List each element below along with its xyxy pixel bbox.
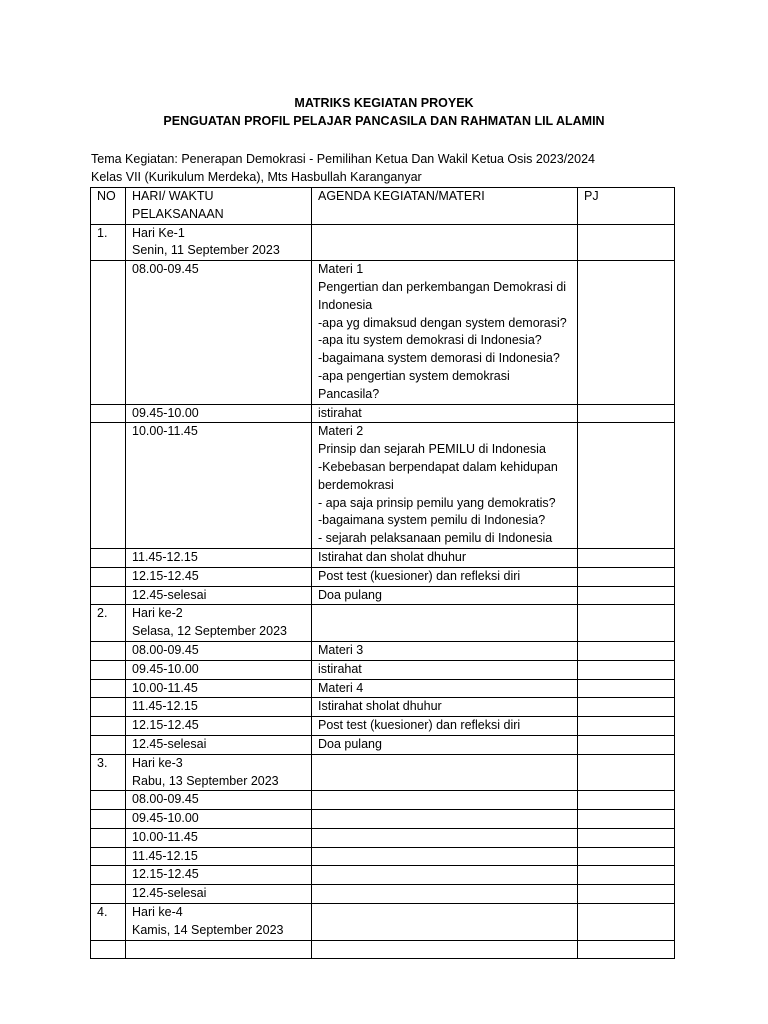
header-waktu: HARI/ WAKTU PELAKSANAAN — [126, 188, 312, 225]
cell-agenda-line: Materi 4 — [318, 680, 364, 695]
cell-agenda-line: istirahat — [318, 661, 362, 676]
cell-agenda-line: -apa yg dimaksud dengan system demorasi? — [318, 315, 567, 330]
cell-agenda-line: -apa itu system demokrasi di Indonesia? — [318, 333, 542, 348]
table-row — [91, 735, 675, 754]
cell-pj — [578, 567, 675, 586]
document-title: MATRIKS KEGIATAN PROYEK — [294, 96, 474, 110]
cell-no — [91, 791, 126, 810]
cell-pj — [578, 641, 675, 660]
table-row — [91, 791, 675, 810]
document-subtitle: PENGUATAN PROFIL PELAJAR PANCASILA DAN RAHMATAN LIL ALAMIN — [163, 114, 605, 128]
table-row — [91, 586, 675, 605]
cell-waktu-line: Hari ke-4 — [132, 905, 183, 920]
cell-agenda — [312, 586, 578, 605]
cell-waktu-line: 12.45-selesai — [132, 886, 207, 901]
cell-waktu-line: 10.00-11.45 — [132, 829, 198, 844]
cell-agenda-line: Doa pulang — [318, 587, 382, 602]
cell-agenda-line: istirahat — [318, 405, 362, 420]
cell-waktu-line: 08.00-09.45 — [132, 262, 199, 277]
cell-agenda — [312, 679, 578, 698]
cell-waktu-line: 11.45-12.15 — [132, 699, 198, 714]
table-row — [91, 224, 675, 261]
cell-agenda — [312, 641, 578, 660]
cell-no — [91, 940, 126, 958]
cell-no — [91, 679, 126, 698]
cell-pj — [578, 586, 675, 605]
cell-waktu — [126, 567, 312, 586]
table-row — [91, 717, 675, 736]
cell-waktu — [126, 847, 312, 866]
cell-waktu-line: 12.45-selesai — [132, 587, 207, 602]
cell-waktu — [126, 791, 312, 810]
cell-waktu-line: 11.45-12.15 — [132, 848, 198, 863]
table-row — [91, 940, 675, 958]
cell-waktu-line: Hari Ke-1 — [132, 225, 185, 240]
cell-agenda — [312, 261, 578, 404]
cell-pj — [578, 940, 675, 958]
cell-agenda — [312, 735, 578, 754]
cell-waktu-line: 12.15-12.45 — [132, 867, 199, 882]
cell-waktu-line: 09.45-10.00 — [132, 405, 199, 420]
cell-waktu — [126, 261, 312, 404]
cell-waktu-line: 08.00-09.45 — [132, 792, 199, 807]
cell-agenda — [312, 754, 578, 791]
table-row — [91, 423, 675, 549]
cell-no — [91, 866, 126, 885]
table-row — [91, 605, 675, 642]
cell-agenda — [312, 904, 578, 941]
cell-agenda-line: Doa pulang — [318, 736, 382, 751]
cell-pj — [578, 224, 675, 261]
table-body — [91, 224, 675, 958]
cell-agenda-line: Prinsip dan sejarah PEMILU di Indonesia — [318, 442, 546, 457]
cell-waktu — [126, 866, 312, 885]
cell-pj — [578, 404, 675, 423]
cell-agenda-line: Materi 2 — [318, 424, 364, 439]
cell-pj — [578, 810, 675, 829]
cell-agenda — [312, 548, 578, 567]
cell-agenda — [312, 866, 578, 885]
cell-no — [91, 586, 126, 605]
cell-waktu — [126, 810, 312, 829]
cell-no — [91, 404, 126, 423]
table-row — [91, 641, 675, 660]
cell-agenda-line: Istirahat sholat dhuhur — [318, 699, 442, 714]
table-row — [91, 679, 675, 698]
cell-agenda — [312, 791, 578, 810]
table-header-row — [91, 188, 675, 225]
cell-waktu-line: Hari ke-3 — [132, 755, 183, 770]
cell-waktu-line: 12.15-12.45 — [132, 718, 199, 733]
cell-no — [91, 847, 126, 866]
cell-agenda-line: Indonesia — [318, 297, 373, 312]
tema-kegiatan-text: Tema Kegiatan: Penerapan Demokrasi - Pemilihan Ketua Dan Wakil Ketua Osis 2023/2024 — [91, 152, 595, 166]
cell-waktu-line: Selasa, 12 September 2023 — [132, 624, 287, 639]
cell-waktu — [126, 404, 312, 423]
cell-no — [91, 828, 126, 847]
cell-agenda — [312, 423, 578, 549]
table-row — [91, 810, 675, 829]
cell-agenda — [312, 885, 578, 904]
cell-agenda — [312, 605, 578, 642]
cell-waktu — [126, 586, 312, 605]
cell-no — [91, 261, 126, 404]
cell-waktu-line: Hari ke-2 — [132, 606, 183, 621]
cell-pj — [578, 866, 675, 885]
table-row — [91, 754, 675, 791]
cell-pj — [578, 717, 675, 736]
cell-agenda-line: Pengertian dan perkembangan Demokrasi di — [318, 279, 567, 294]
cell-agenda-line: Materi 3 — [318, 642, 364, 657]
cell-agenda-line: Post test (kuesioner) dan refleksi diri — [318, 718, 521, 733]
cell-waktu-line: Rabu, 13 September 2023 — [132, 773, 279, 788]
cell-waktu — [126, 828, 312, 847]
cell-no — [91, 660, 126, 679]
cell-agenda-line: -bagaimana system pemilu di Indonesia? — [318, 513, 546, 528]
cell-no — [91, 717, 126, 736]
cell-waktu — [126, 224, 312, 261]
cell-waktu — [126, 940, 312, 958]
cell-agenda — [312, 567, 578, 586]
cell-agenda — [312, 847, 578, 866]
cell-waktu-line: Kamis, 14 September 2023 — [132, 922, 284, 937]
cell-agenda-line: Istirahat dan sholat dhuhur — [318, 549, 467, 564]
cell-waktu — [126, 423, 312, 549]
header-no: NO — [91, 188, 126, 225]
cell-agenda — [312, 224, 578, 261]
cell-agenda-line: Materi 1 — [318, 262, 364, 277]
cell-waktu-line: 10.00-11.45 — [132, 424, 198, 439]
cell-waktu — [126, 885, 312, 904]
cell-no: 1. — [91, 224, 126, 261]
cell-waktu — [126, 548, 312, 567]
cell-agenda-line: Pancasila? — [318, 386, 380, 401]
cell-pj — [578, 548, 675, 567]
cell-waktu-line: Senin, 11 September 2023 — [132, 243, 280, 258]
cell-pj — [578, 735, 675, 754]
cell-agenda-line: - apa saja prinsip pemilu yang demokratis? — [318, 495, 556, 510]
cell-pj — [578, 754, 675, 791]
cell-pj — [578, 679, 675, 698]
cell-pj — [578, 904, 675, 941]
cell-pj — [578, 660, 675, 679]
cell-waktu-line: 09.45-10.00 — [132, 811, 199, 826]
cell-pj — [578, 261, 675, 404]
cell-agenda-line: -Kebebasan berpendapat dalam kehidupan — [318, 459, 558, 474]
cell-agenda-line: berdemokrasi — [318, 477, 394, 492]
cell-waktu — [126, 717, 312, 736]
cell-waktu — [126, 735, 312, 754]
cell-waktu — [126, 641, 312, 660]
cell-waktu-line: 10.00-11.45 — [132, 680, 198, 695]
cell-no — [91, 810, 126, 829]
cell-waktu — [126, 904, 312, 941]
cell-agenda — [312, 698, 578, 717]
cell-agenda-line: Post test (kuesioner) dan refleksi diri — [318, 568, 521, 583]
table-row — [91, 904, 675, 941]
cell-agenda — [312, 404, 578, 423]
table-row — [91, 866, 675, 885]
cell-waktu — [126, 679, 312, 698]
table-row — [91, 261, 675, 404]
table-row — [91, 847, 675, 866]
cell-no: 2. — [91, 605, 126, 642]
cell-agenda — [312, 810, 578, 829]
table-row — [91, 404, 675, 423]
cell-waktu — [126, 660, 312, 679]
cell-pj — [578, 828, 675, 847]
table-row — [91, 567, 675, 586]
table-row — [91, 660, 675, 679]
table-row — [91, 698, 675, 717]
cell-agenda — [312, 660, 578, 679]
cell-pj — [578, 791, 675, 810]
cell-pj — [578, 423, 675, 549]
cell-waktu-line: 09.45-10.00 — [132, 661, 199, 676]
cell-no — [91, 423, 126, 549]
activity-matrix-table — [90, 187, 675, 959]
cell-pj — [578, 605, 675, 642]
cell-no: 3. — [91, 754, 126, 791]
table-row — [91, 885, 675, 904]
cell-waktu-line: 12.15-12.45 — [132, 568, 199, 583]
cell-pj — [578, 847, 675, 866]
cell-agenda-line: - sejarah pelaksanaan pemilu di Indonesia — [318, 531, 553, 546]
cell-agenda — [312, 717, 578, 736]
cell-no — [91, 735, 126, 754]
cell-no — [91, 885, 126, 904]
cell-no — [91, 641, 126, 660]
header-agenda: AGENDA KEGIATAN/MATERI — [312, 188, 578, 225]
table-row — [91, 828, 675, 847]
cell-waktu — [126, 605, 312, 642]
kelas-text: Kelas VII (Kurikulum Merdeka), Mts Hasbullah Karanganyar — [91, 170, 422, 184]
cell-agenda — [312, 940, 578, 958]
cell-no — [91, 548, 126, 567]
cell-agenda — [312, 828, 578, 847]
cell-waktu-line: 11.45-12.15 — [132, 549, 198, 564]
cell-pj — [578, 885, 675, 904]
cell-waktu-line: 08.00-09.45 — [132, 642, 199, 657]
cell-waktu-line: 12.45-selesai — [132, 736, 207, 751]
cell-waktu — [126, 754, 312, 791]
cell-pj — [578, 698, 675, 717]
cell-agenda-line: -bagaimana system demorasi di Indonesia? — [318, 351, 560, 366]
cell-no — [91, 567, 126, 586]
cell-no — [91, 698, 126, 717]
header-pj: PJ — [578, 188, 675, 225]
cell-agenda-line: -apa pengertian system demokrasi — [318, 368, 510, 383]
table-row — [91, 548, 675, 567]
cell-waktu — [126, 698, 312, 717]
cell-no: 4. — [91, 904, 126, 941]
